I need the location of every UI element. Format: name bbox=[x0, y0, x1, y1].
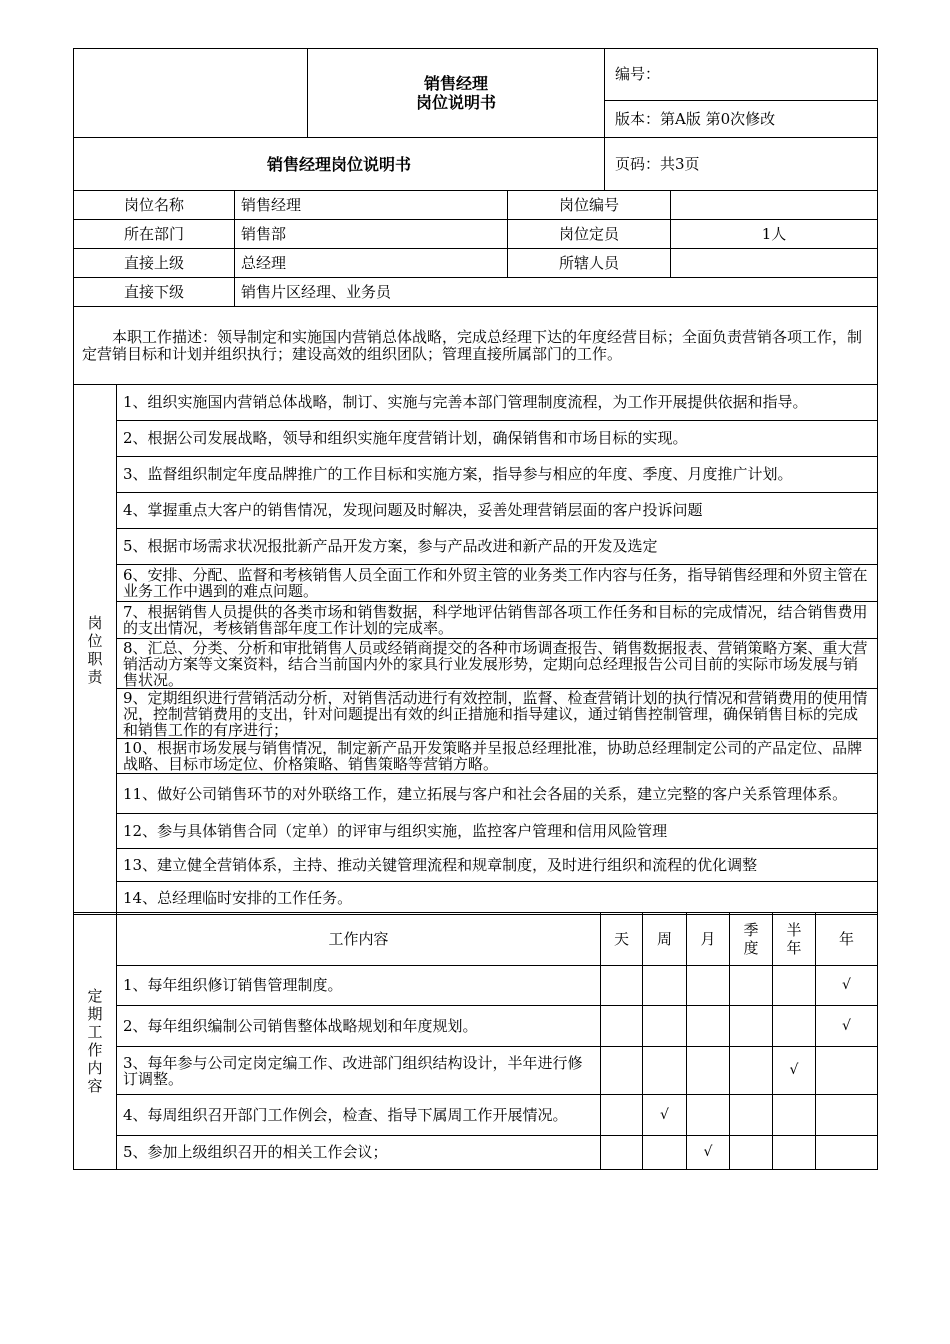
label-managed: 所辖人员 bbox=[508, 249, 671, 278]
page-count: 页码：共3页 bbox=[605, 138, 878, 191]
duty-item: 10、根据市场发展与销售情况，制定新产品开发策略并呈报总经理批准，协助总经理制定公司的产品定位、品牌战略、目标市场定位、价格策略、销售策略等营销方略。 bbox=[117, 739, 878, 774]
check-mark: √ bbox=[816, 1006, 878, 1047]
periodic-item: 2、每年组织编制公司销售整体战略规划和年度规划。 bbox=[117, 1006, 601, 1047]
label-superior: 直接上级 bbox=[74, 249, 235, 278]
doc-title bbox=[308, 49, 605, 138]
duty-item: 14、总经理临时安排的工作任务。 bbox=[117, 882, 878, 915]
job-description: 本职工作描述：领导制定和实施国内营销总体战略，完成总经理下达的年度经营目标；全面负责营销各项工作，制定营销目标和计划并组织执行；建设高效的组织团队；管理直接所属部门的工作。 bbox=[74, 307, 878, 385]
check-mark: √ bbox=[687, 1136, 730, 1170]
header-week: 周 bbox=[643, 913, 687, 966]
duty-item: 8、汇总、分类、分析和审批销售人员或经销商提交的各种市场调查报告、销售数据报表、营销策略方案、重大营销活动方案等文案资料，结合当前国内外的家具行业发展形势，定期向总经理报告公司目前的实际市场发展与销售状况。 bbox=[117, 639, 878, 689]
value-managed bbox=[671, 249, 878, 278]
duty-item: 13、建立健全营销体系，主持、推动关键管理流程和规章制度，及时进行组织和流程的优化调整 bbox=[117, 849, 878, 882]
periodic-label: 定期工作内容 bbox=[74, 913, 117, 1170]
logo-cell bbox=[74, 49, 308, 138]
value-position-no bbox=[671, 191, 878, 220]
value-headcount: 1人 bbox=[671, 220, 878, 249]
label-position-no: 岗位编号 bbox=[508, 191, 671, 220]
header-day: 天 bbox=[601, 913, 643, 966]
value-superior: 总经理 bbox=[235, 249, 508, 278]
duty-item: 1、组织实施国内营销总体战略，制订、实施与完善本部门管理制度流程，为工作开展提供依据和指导。 bbox=[117, 385, 878, 421]
label-subordinate: 直接下级 bbox=[74, 278, 235, 307]
value-position-name: 销售经理 bbox=[235, 191, 508, 220]
header-table bbox=[73, 48, 878, 191]
duty-item: 6、安排、分配、监督和考核销售人员全面工作和外贸主管的业务类工作内容与任务，指导销售经理和外贸主管在业务工作中遇到的难点问题。 bbox=[117, 565, 878, 602]
label-dept: 所在部门 bbox=[74, 220, 235, 249]
doc-subtitle: 销售经理岗位说明书 bbox=[74, 138, 605, 191]
label-position-name: 岗位名称 bbox=[74, 191, 235, 220]
header-content: 工作内容 bbox=[117, 913, 601, 966]
duty-item: 12、参与具体销售合同（定单）的评审与组织实施，监控客户管理和信用风险管理 bbox=[117, 814, 878, 849]
main-table bbox=[73, 190, 878, 915]
label-headcount: 岗位定员 bbox=[508, 220, 671, 249]
duty-item: 11、做好公司销售环节的对外联络工作，建立拓展与客户和社会各届的关系，建立完整的客户关系管理体系。 bbox=[117, 774, 878, 814]
periodic-table bbox=[73, 912, 878, 1170]
duty-item: 2、根据公司发展战略，领导和组织实施年度营销计划，确保销售和市场目标的实现。 bbox=[117, 421, 878, 457]
periodic-item: 1、每年组织修订销售管理制度。 bbox=[117, 966, 601, 1006]
duty-item: 3、监督组织制定年度品牌推广的工作目标和实施方案，指导参与相应的年度、季度、月度推广计划。 bbox=[117, 457, 878, 493]
value-subordinate: 销售片区经理、业务员 bbox=[235, 278, 878, 307]
header-month: 月 bbox=[687, 913, 730, 966]
duty-item: 4、掌握重点大客户的销售情况，发现问题及时解决，妥善处理营销层面的客户投诉问题 bbox=[117, 493, 878, 529]
duty-item: 5、根据市场需求状况报批新产品开发方案，参与产品改进和新产品的开发及选定 bbox=[117, 529, 878, 565]
header-quarter: 季度 bbox=[730, 913, 773, 966]
check-mark: √ bbox=[773, 1047, 816, 1095]
duty-item: 9、定期组织进行营销活动分析，对销售活动进行有效控制，监督、检查营销计划的执行情况和营销费用的使用情况，控制营销费用的支出，针对问题提出有效的纠正措施和指导建议，通过销售控制管理，确保销售目标的完成和销售工作的有序进行； bbox=[117, 689, 878, 739]
duty-item: 7、根据销售人员提供的各类市场和销售数据，科学地评估销售部各项工作任务和目标的完成情况，结合销售费用的支出情况，考核销售部年度工作计划的完成率。 bbox=[117, 602, 878, 639]
periodic-item: 4、每周组织召开部门工作例会，检查、指导下属周工作开展情况。 bbox=[117, 1095, 601, 1136]
doc-title-line2: 岗位说明书 bbox=[415, 93, 496, 112]
header-halfyear: 半年 bbox=[773, 913, 816, 966]
check-mark: √ bbox=[643, 1095, 687, 1136]
value-dept: 销售部 bbox=[235, 220, 508, 249]
periodic-item: 5、参加上级组织召开的相关工作会议； bbox=[117, 1136, 601, 1170]
doc-version: 版本：第A版 第0次修改 bbox=[605, 101, 878, 138]
header-year: 年 bbox=[816, 913, 878, 966]
check-mark: √ bbox=[816, 966, 878, 1006]
doc-number: 编号： bbox=[605, 49, 878, 101]
duties-label: 岗位职责 bbox=[74, 385, 117, 915]
periodic-item: 3、每年参与公司定岗定编工作、改进部门组织结构设计，半年进行修订调整。 bbox=[117, 1047, 601, 1095]
doc-title-line1: 销售经理 bbox=[423, 74, 488, 93]
